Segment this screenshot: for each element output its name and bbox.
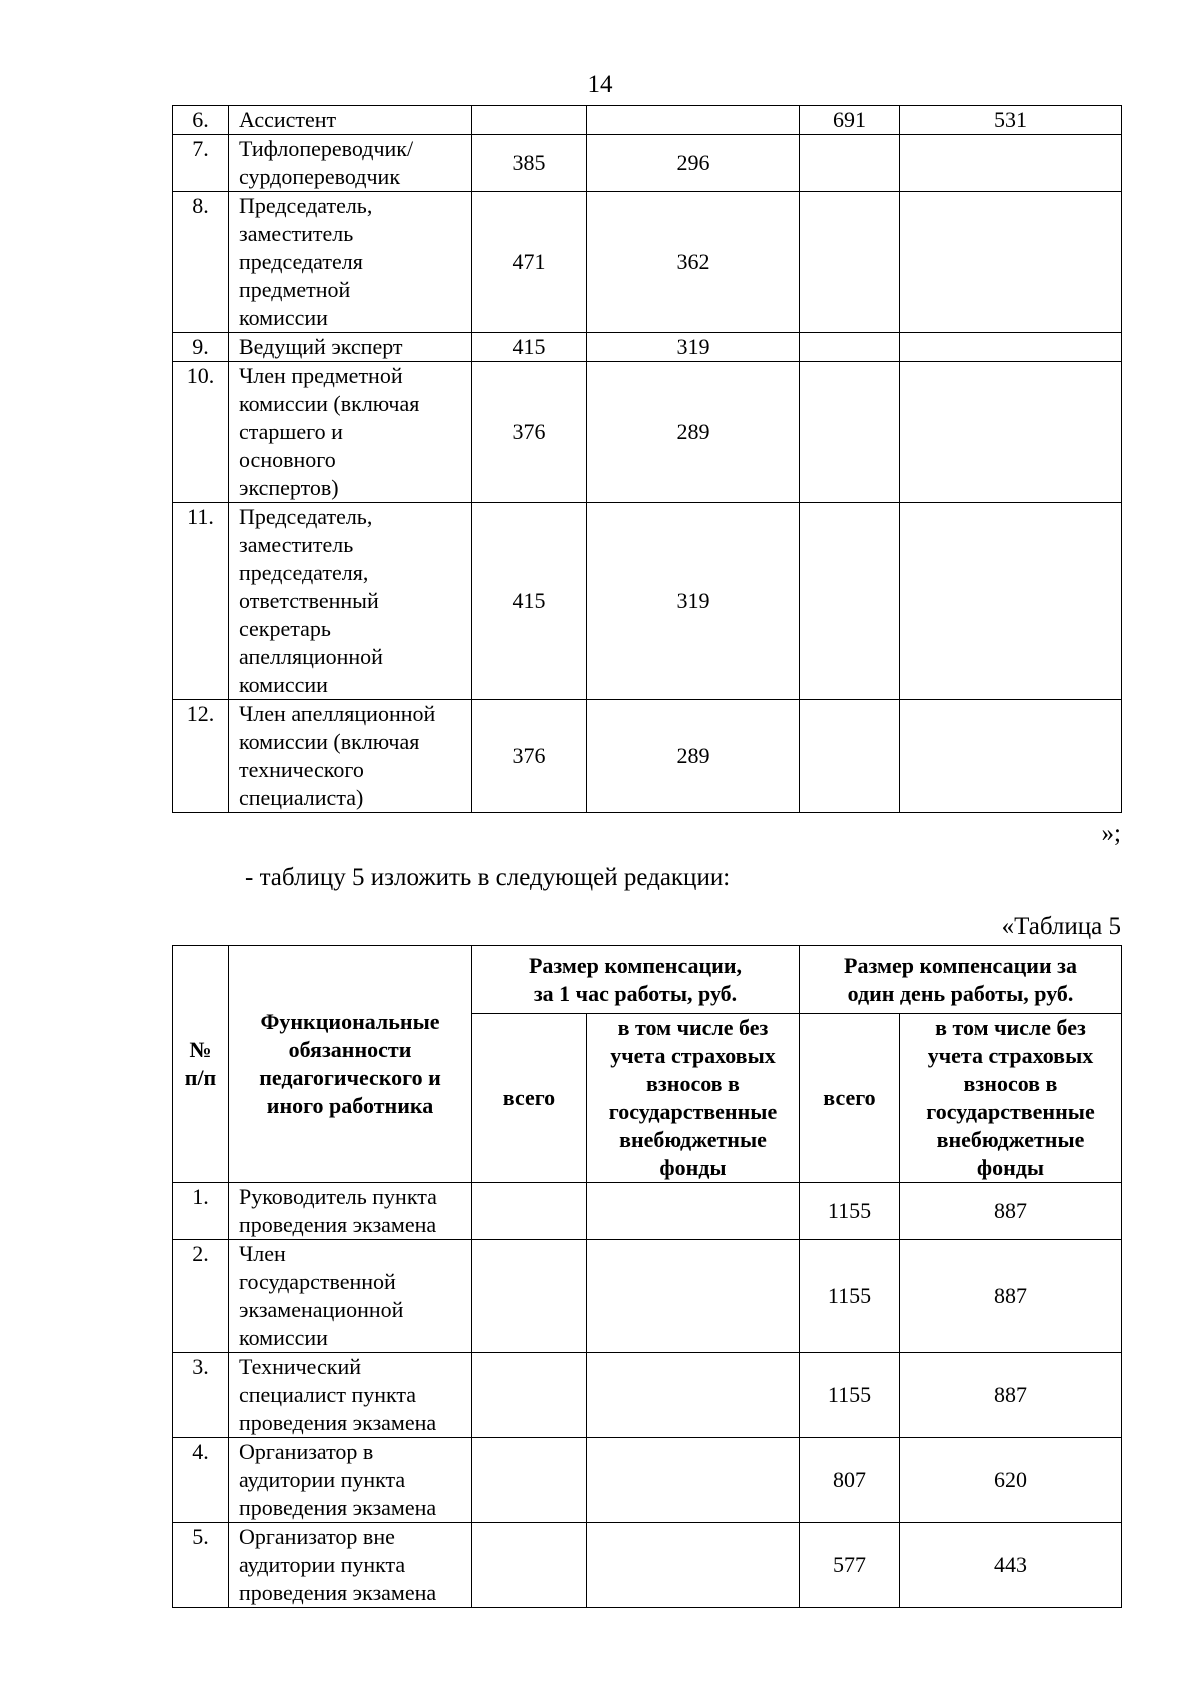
day-total-cell: 691 (800, 106, 900, 135)
text-line: основного (239, 447, 336, 472)
hour-net-cell (587, 1183, 800, 1240)
table-row (173, 192, 1122, 333)
hour-net-cell (587, 106, 800, 135)
text-line: Организатор вне (239, 1524, 395, 1549)
text-line: комиссии (включая (239, 729, 420, 754)
day-net-cell: 620 (900, 1438, 1122, 1523)
day-net-cell (900, 362, 1122, 503)
text-line: иного работника (266, 1093, 434, 1118)
text-line: Председатель, (239, 193, 373, 218)
day-net-cell: 531 (900, 106, 1122, 135)
hour-total-cell (472, 1438, 587, 1523)
text-line: комиссии (239, 1325, 328, 1350)
text-line: заместитель (239, 532, 354, 557)
text-line: предметной (239, 277, 351, 302)
day-total-cell: 807 (800, 1438, 900, 1523)
hour-total-cell (472, 1353, 587, 1438)
header-function (229, 946, 472, 1183)
text-line: фонды (976, 1155, 1045, 1180)
row-number: 5. (173, 1523, 229, 1608)
day-net-cell: 887 (900, 1183, 1122, 1240)
table-5 (172, 945, 1122, 1608)
role-name (229, 106, 472, 135)
hour-net-cell: 289 (587, 700, 800, 813)
text-line: в том числе без (935, 1015, 1086, 1040)
text-line: проведения экзамена (239, 1212, 437, 1237)
day-total-cell (800, 333, 900, 362)
day-net-cell (900, 503, 1122, 700)
hour-net-cell: 296 (587, 135, 800, 192)
text-line: экспертов) (239, 475, 339, 500)
text-line: взносов в (646, 1071, 740, 1096)
row-number: 2. (173, 1240, 229, 1353)
text-line: п/п (184, 1065, 217, 1090)
text-line: государственные (608, 1099, 778, 1124)
text-line: комиссии (включая (239, 391, 420, 416)
table-b-body (173, 1183, 1122, 1608)
hour-total-cell: 385 (472, 135, 587, 192)
hour-net-cell (587, 1438, 800, 1523)
hour-total-cell: 376 (472, 362, 587, 503)
table-row (173, 135, 1122, 192)
text-line: специалист пункта (239, 1382, 417, 1407)
row-number: 6. (173, 106, 229, 135)
text-line: Член апелляционной (239, 701, 436, 726)
day-total-cell: 577 (800, 1523, 900, 1608)
header-hour-group (472, 946, 800, 1014)
text-line: апелляционной (239, 644, 383, 669)
table-5-header (173, 946, 1122, 1183)
hour-total-cell: 415 (472, 503, 587, 700)
header-hour-group-lines (472, 952, 799, 1008)
text-line: педагогического и (259, 1065, 441, 1090)
day-net-cell (900, 135, 1122, 192)
day-total-cell (800, 192, 900, 333)
text-line: Ведущий эксперт (239, 334, 403, 359)
row-number: 9. (173, 333, 229, 362)
text-line: проведения экзамена (239, 1410, 437, 1435)
text-line: проведения экзамена (239, 1580, 437, 1605)
header-day-group (800, 946, 1122, 1014)
text-line: Размер компенсации за (844, 952, 1077, 978)
text-line: Технический (239, 1354, 361, 1379)
text-line: взносов в (963, 1071, 1058, 1096)
table-caption: «Таблица 5 (1001, 913, 1121, 940)
day-total-cell (800, 135, 900, 192)
text-line: Руководитель пункта (239, 1184, 437, 1209)
day-total-cell: 1155 (800, 1240, 900, 1353)
text-line: Тифлопереводчик/ (239, 136, 414, 161)
role-name (229, 1240, 472, 1353)
hour-net-cell (587, 1240, 800, 1353)
header-day-net (900, 1014, 1122, 1183)
role-name (229, 503, 472, 700)
header-num-lines (173, 1036, 228, 1092)
row-number: 3. (173, 1353, 229, 1438)
text-line: Член предметной (239, 363, 403, 388)
table-row (173, 1183, 1122, 1240)
text-line: обязанности (288, 1037, 412, 1062)
text-line: заместитель (239, 221, 354, 246)
role-name (229, 362, 472, 503)
row-number: 12. (173, 700, 229, 813)
role-name (229, 1353, 472, 1438)
text-line: старшего и (239, 419, 343, 444)
text-line: Функциональные (260, 1009, 440, 1034)
row-number: 7. (173, 135, 229, 192)
text-line: № (189, 1037, 212, 1062)
hour-total-cell: 415 (472, 333, 587, 362)
row-number: 11. (173, 503, 229, 700)
table-row (173, 1438, 1122, 1523)
table-row (173, 362, 1122, 503)
header-num (173, 946, 229, 1183)
text-line: ответственный (239, 588, 379, 613)
text-line: в том числе без (617, 1015, 769, 1040)
text-line: за 1 час работы, руб. (533, 980, 738, 1006)
text-line: комиссии (239, 305, 328, 330)
hour-total-cell: 376 (472, 700, 587, 813)
text-line: один день работы, руб. (847, 980, 1074, 1006)
header-hour-net (587, 1014, 800, 1183)
day-total-cell (800, 503, 900, 700)
day-net-cell (900, 700, 1122, 813)
header-day-net-lines (900, 1014, 1121, 1182)
text-line: внебюджетные (936, 1127, 1085, 1152)
closing-quote: »; (1101, 820, 1121, 847)
row-number: 8. (173, 192, 229, 333)
row-number: 4. (173, 1438, 229, 1523)
table-a-body (173, 106, 1122, 813)
table-row (173, 700, 1122, 813)
text-line: председателя (239, 249, 363, 274)
text-line: экзаменационной (239, 1297, 404, 1322)
text-line: государственные (926, 1099, 1095, 1124)
day-net-cell: 887 (900, 1240, 1122, 1353)
text-line: аудитории пункта (239, 1552, 406, 1577)
hour-net-cell: 289 (587, 362, 800, 503)
text-line: учета страховых (610, 1043, 776, 1068)
text-line: учета страховых (927, 1043, 1094, 1068)
text-line: фонды (659, 1155, 727, 1180)
hour-net-cell: 362 (587, 192, 800, 333)
hour-total-cell: 471 (472, 192, 587, 333)
day-total-cell: 1155 (800, 1183, 900, 1240)
hour-net-cell: 319 (587, 333, 800, 362)
hour-total-cell (472, 1183, 587, 1240)
table-row (173, 333, 1122, 362)
header-hour-net-lines (587, 1014, 799, 1182)
text-line: внебюджетные (619, 1127, 767, 1152)
day-total-cell (800, 362, 900, 503)
role-name (229, 1183, 472, 1240)
text-line: председателя, (239, 560, 369, 585)
hour-total-cell (472, 1523, 587, 1608)
text-line: специалиста) (239, 785, 364, 810)
row-number: 1. (173, 1183, 229, 1240)
day-net-cell (900, 192, 1122, 333)
header-function-lines (229, 1008, 471, 1120)
role-name (229, 1523, 472, 1608)
text-line: Член (239, 1241, 286, 1266)
text-line: проведения экзамена (239, 1495, 437, 1520)
day-net-cell: 887 (900, 1353, 1122, 1438)
role-name (229, 192, 472, 333)
day-total-cell: 1155 (800, 1353, 900, 1438)
hour-net-cell (587, 1353, 800, 1438)
hour-total-cell (472, 1240, 587, 1353)
table-row (173, 503, 1122, 700)
hour-total-cell (472, 106, 587, 135)
day-net-cell (900, 333, 1122, 362)
text-line: государственной (239, 1269, 396, 1294)
day-total-cell (800, 700, 900, 813)
text-line: Размер компенсации, (528, 952, 743, 978)
text-line: секретарь (239, 616, 331, 641)
table-row (173, 1240, 1122, 1353)
text-line: Организатор в (239, 1439, 374, 1464)
header-hour-total: всего (472, 1014, 587, 1183)
table-row (173, 106, 1122, 135)
text-line: Ассистент (239, 107, 337, 132)
text-line: аудитории пункта (239, 1467, 406, 1492)
text-line: технического (239, 757, 364, 782)
role-name (229, 333, 472, 362)
day-net-cell: 443 (900, 1523, 1122, 1608)
page-number: 14 (587, 71, 613, 98)
text-line: Председатель, (239, 504, 373, 529)
text-line: сурдопереводчик (239, 164, 401, 189)
table-row (173, 1523, 1122, 1608)
row-number: 10. (173, 362, 229, 503)
role-name (229, 135, 472, 192)
header-day-total: всего (800, 1014, 900, 1183)
header-day-group-lines (800, 952, 1121, 1008)
role-name (229, 1438, 472, 1523)
text-line: комиссии (239, 672, 328, 697)
compensation-table-continued (172, 105, 1122, 813)
role-name (229, 700, 472, 813)
hour-net-cell (587, 1523, 800, 1608)
table-row (173, 1353, 1122, 1438)
hour-net-cell: 319 (587, 503, 800, 700)
instruction-text: - таблицу 5 изложить в следующей редакции: (245, 864, 731, 891)
